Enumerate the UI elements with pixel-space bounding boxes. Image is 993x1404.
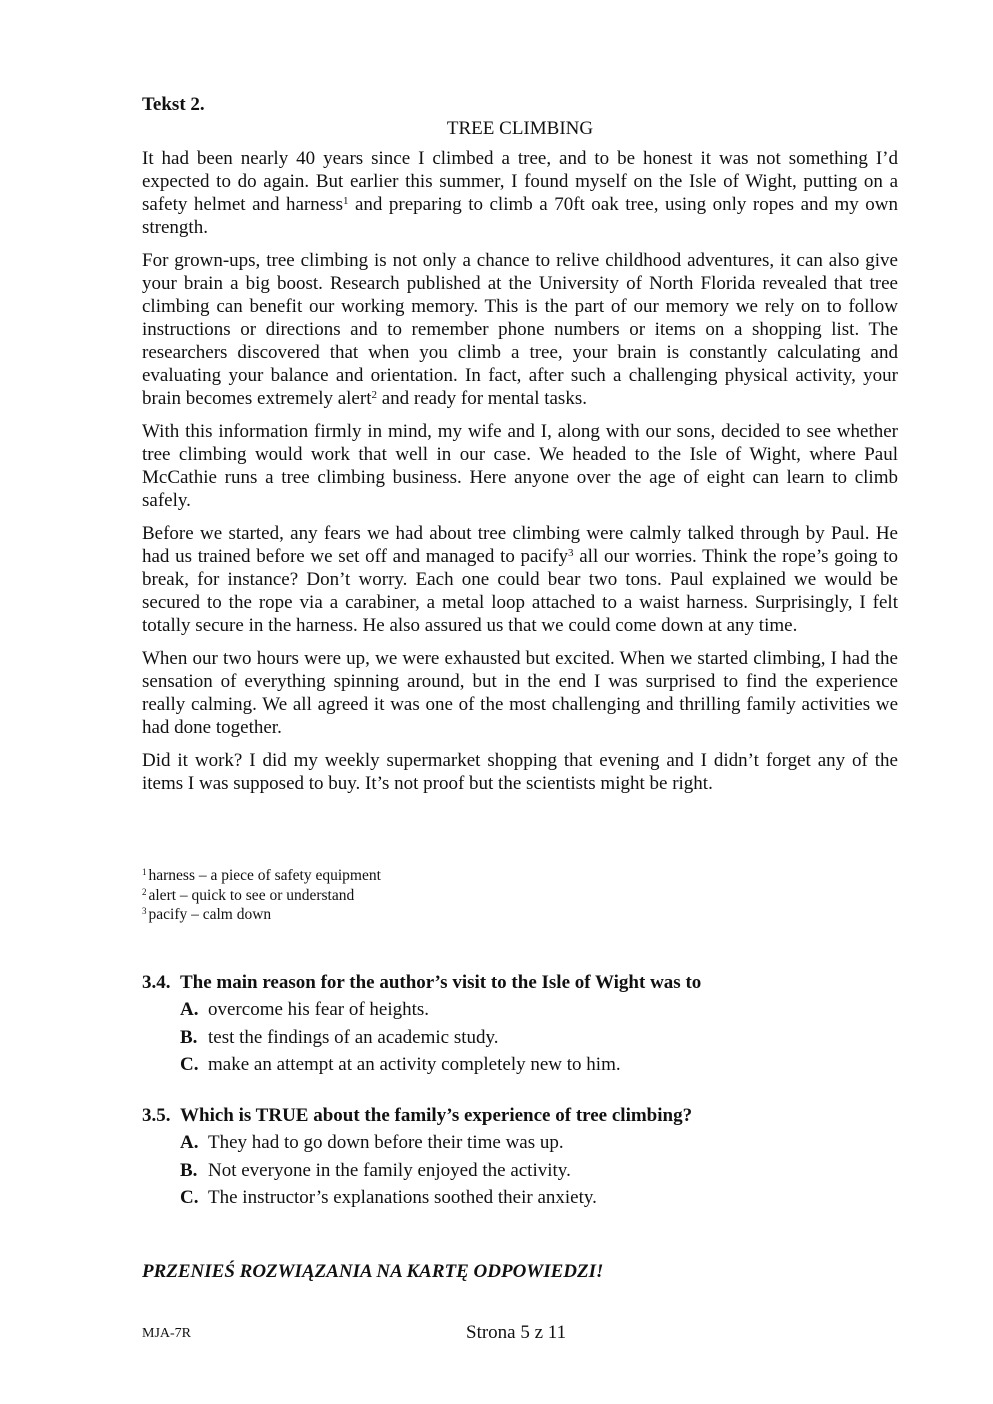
answer-option-b[interactable]: B. test the findings of an academic study. bbox=[180, 1026, 499, 1048]
footnote-ref-3: 3 bbox=[568, 547, 574, 559]
paragraph-3: With this information firmly in mind, my wife and I, along with our sons, decided to see whether tree climbing would work that well in our case. We headed to the Isle of Wight, where Paul McCathie runs a tree climbing business. Here anyone over the age of eight can learn to climb safely. bbox=[142, 421, 898, 511]
footnote: $^3$ pacify – calm down bbox=[142, 906, 272, 923]
section-label: Tekst 2. bbox=[142, 94, 205, 115]
paragraph-4: Before we started, any fears we had about tree climbing were calmly talked through by Paul. He had us trained before we set off and managed to pacify$^3$ all our worries. Think the rope’s going to break, for instance? Don’t worry. Each one could bear two tons. Paul explained we would be secured to the rope via a carabiner, a metal loop attached to a waist harness. Surprisingly, I felt totally secure in the harness. He also assured us that we could come down at any time. bbox=[142, 523, 898, 636]
paragraph-6: Did it work? I did my weekly supermarket shopping that evening and I didn’t forget any of the items I was supposed to buy. It’s not proof but the scientists might be right. bbox=[142, 750, 898, 794]
footnote-ref-1: 1 bbox=[342, 195, 349, 207]
paragraph-1: It had been nearly 40 years since I climbed a tree, and to be honest it was not something I’d expected to do again. But earlier this summer, I found myself on the Isle of Wight, putting on a safety helmet and harness$^1$ and preparing to climb a 70ft oak tree, using only ropes and my own strength. bbox=[142, 148, 898, 238]
transfer-instruction: PRZENIEŚ ROZWIĄZANIA NA KARTĘ ODPOWIEDZI! bbox=[142, 1261, 604, 1282]
reading-text bbox=[142, 93, 898, 805]
text-title: TREE CLIMBING bbox=[446, 118, 594, 139]
page-number: Strona 5 z 11 bbox=[466, 1322, 567, 1343]
answer-option-a[interactable]: A. They had to go down before their time was up. bbox=[180, 1132, 564, 1153]
paragraph-5: When our two hours were up, we were exhausted but excited. When we started climbing, I had the sensation of everything spinning around, but in the end I was surprised to find the experience really calming. We all agreed it was one of the most challenging and thrilling family activities we had done together. bbox=[142, 648, 898, 738]
footnote: $^1$ harness – a piece of safety equipment bbox=[142, 867, 381, 884]
footnote: $^2$ alert – quick to see or understand bbox=[142, 886, 355, 904]
answer-option-b[interactable]: B. Not everyone in the family enjoyed the activity. bbox=[180, 1159, 571, 1181]
paragraph-2: For grown-ups, tree climbing is not only a chance to relive childhood adventures, it can also give your brain a big boost. Research published at the University of North Florida revealed that tree climbing can benefit our working memory. This is the part of our memory we rely on to follow instructions or directions and to remember phone numbers or items on a shopping list. The researchers discovered that when you climb a tree, your brain is constantly calculating and evaluating your balance and orientation. In fact, after such a challenging physical activity, your brain becomes extremely alert$^2$ and ready for mental tasks. bbox=[142, 250, 898, 409]
footnote-ref-2: 2 bbox=[371, 389, 377, 401]
question-3-5 bbox=[142, 1103, 898, 1212]
answer-option-a[interactable]: A. overcome his fear of heights. bbox=[180, 999, 430, 1020]
question-prompt: 3.5. Which is TRUE about the family’s experience of tree climbing? bbox=[142, 1105, 693, 1126]
answer-option-c[interactable]: C. The instructor’s explanations soothed their anxiety. bbox=[180, 1187, 597, 1208]
question-3-4 bbox=[142, 970, 898, 1079]
answer-option-c[interactable]: C. make an attempt at an activity completely new to him. bbox=[180, 1054, 621, 1075]
footnotes bbox=[142, 866, 381, 925]
exam-code: MJA-7R bbox=[142, 1326, 192, 1341]
question-prompt: 3.4. The main reason for the author’s visit to the Isle of Wight was to bbox=[142, 972, 702, 993]
